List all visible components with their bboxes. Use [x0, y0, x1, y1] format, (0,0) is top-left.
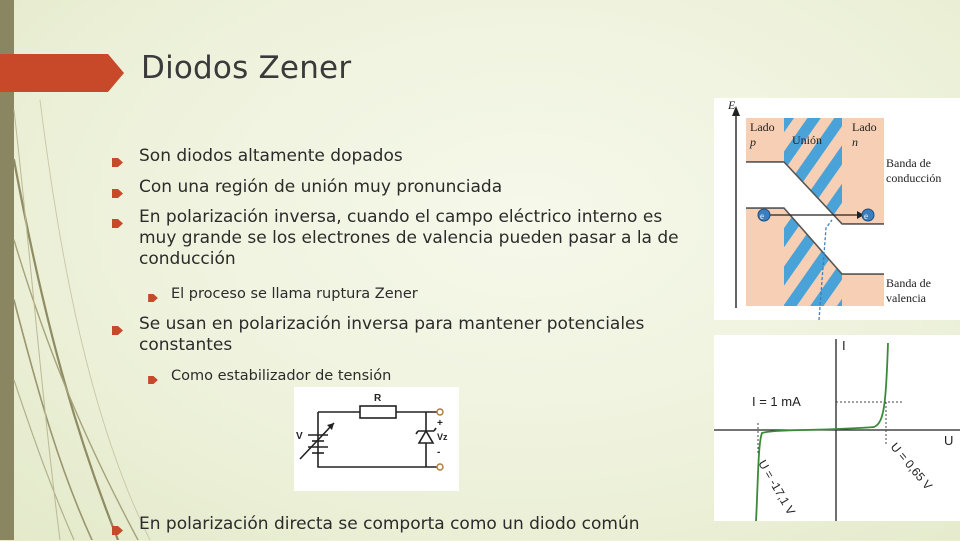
resistor-symbol: [360, 406, 396, 418]
svg-text:e: e: [760, 211, 764, 221]
current-threshold-label: I = 1 mA: [752, 394, 801, 409]
forward-voltage-label: U = 0,65 V: [887, 439, 936, 493]
bullet-marker-icon: [112, 520, 123, 529]
bullet-marker-icon: [112, 183, 123, 192]
iv-characteristic-figure: [714, 335, 960, 521]
svg-text:e: e: [864, 211, 868, 221]
zener-circuit-figure: [294, 387, 459, 491]
title-accent-band: [0, 54, 124, 92]
minus-sign: -: [437, 447, 441, 458]
bullet-item: En polarización inversa, cuando el campo eléctrico interno es muy grande se los electrones de valencia pueden pasar a la de conducción: [112, 207, 684, 270]
side-n-label: Lado: [852, 120, 877, 134]
junction-label: Unión: [792, 133, 822, 147]
source-label: V: [296, 431, 303, 442]
sub-bullet-item: El proceso se llama ruptura Zener: [148, 284, 731, 305]
bullet-item: Con una región de unión muy pronunciada: [112, 177, 699, 198]
bullet-item: Se usan en polarización inversa para mantener potenciales constantes: [112, 314, 684, 356]
bullet-marker-icon: [112, 320, 123, 329]
current-axis-label: I: [842, 338, 846, 353]
side-n-letter: n: [852, 135, 858, 149]
slide-title: Diodos Zener: [141, 50, 352, 86]
valence-band-label: Banda de: [886, 276, 931, 290]
sub-bullet-item: Como estabilizador de tensión: [148, 366, 731, 387]
voltage-axis-label: U: [944, 433, 954, 448]
side-p-label: Lado: [750, 120, 775, 134]
resistor-label: R: [374, 393, 382, 404]
bullet-marker-icon: [112, 213, 123, 222]
energy-axis-label: E: [728, 98, 736, 112]
side-p-letter: p: [750, 135, 756, 149]
conduction-band-label: Banda de: [886, 156, 931, 170]
bullet-marker-icon: [148, 288, 158, 296]
breakdown-voltage-label: U = -17,1 V: [755, 457, 799, 518]
valence-band-label-2: valencia: [886, 291, 926, 305]
bullet-item: Son diodos altamente dopados: [112, 146, 699, 167]
bullet-item: En polarización directa se comporta como un diodo común: [112, 514, 699, 535]
bullet-marker-icon: [112, 152, 123, 161]
conduction-band-label-2: conducción: [886, 171, 942, 185]
zener-voltage-label: Vz: [437, 432, 448, 442]
bullet-marker-icon: [148, 370, 158, 378]
band-diagram-figure: [714, 98, 960, 320]
plus-sign: +: [437, 418, 443, 429]
